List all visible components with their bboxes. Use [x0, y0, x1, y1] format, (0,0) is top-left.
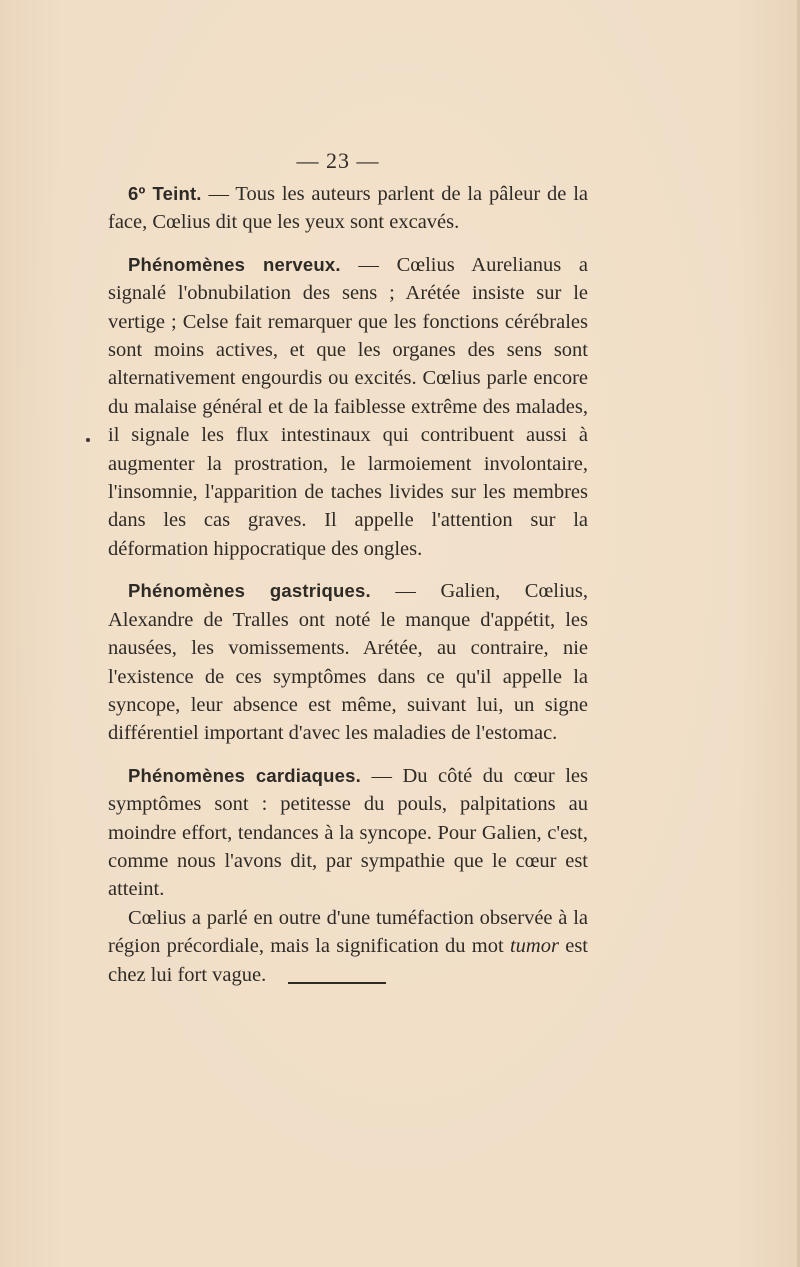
- heading-nerveux: Phénomènes nerveux.: [128, 253, 341, 275]
- body-text: [108, 180, 588, 989]
- paragraph-text: Cœlius a parlé en outre d'une tuméfaction observée à la région précordiale, mais la signification du mot: [108, 906, 588, 958]
- paragraph-gastriques: [108, 577, 588, 747]
- paragraph-text: — Tous les auteurs parlent de la pâleur de la face, Cœlius dit que les yeux sont excavés.: [108, 183, 588, 234]
- page-number: — 23 —: [296, 148, 380, 173]
- italic-word: tumor: [509, 935, 559, 958]
- paragraph-coelius: [108, 904, 588, 989]
- paragraph-text: — Du côté du cœur les symptômes sont : petitesse du pouls, palpitations au moindre effort, tendances à la syncope. Pour Galien, c'est, comme nous l'avons dit, par sympathie que le cœur est atteint.: [108, 764, 589, 901]
- paragraph-cardiaques: [108, 762, 588, 904]
- paragraph-text: est chez lui fort vague.: [108, 935, 588, 986]
- paragraph-text: — Galien, Cœlius, Alexandre de Tralles ont noté le manque d'appétit, les nausées, les vomissements. Arétée, au contraire, nie l'existence de ces symptômes dans ce qu'il appelle la syncope, leur absence est même, suivant lui, un signe différentiel important d'avec les maladies de l'estomac.: [108, 580, 588, 745]
- paragraph-text: — Cœlius Aurelianus a signalé l'obnubilation des sens ; Arétée insiste sur le vertige ; Celse fait remarquer que les fonctions cérébrales sont moins actives, et que les organes des sens sont alternativement engourdis ou excités. Cœlius parle encore du malaise général et de la faiblesse extrême des malades, il signale les flux intestinaux qui contribuent aussi à augmenter la prostration, le larmoiement involontaire, l'insomnie, l'apparition de taches livides sur les membres dans les cas graves. Il appelle l'attention sur la déformation hippocratique des ongles.: [108, 253, 588, 560]
- heading-gastriques: Phénomènes gastriques.: [128, 580, 371, 602]
- margin-mark: [86, 438, 90, 442]
- heading-cardiaques: Phénomènes cardiaques.: [128, 764, 361, 786]
- paragraph-teint: [108, 180, 588, 237]
- heading-teint: 6º Teint.: [128, 183, 202, 204]
- paragraph-nerveux: [108, 251, 588, 563]
- end-rule: [288, 982, 386, 984]
